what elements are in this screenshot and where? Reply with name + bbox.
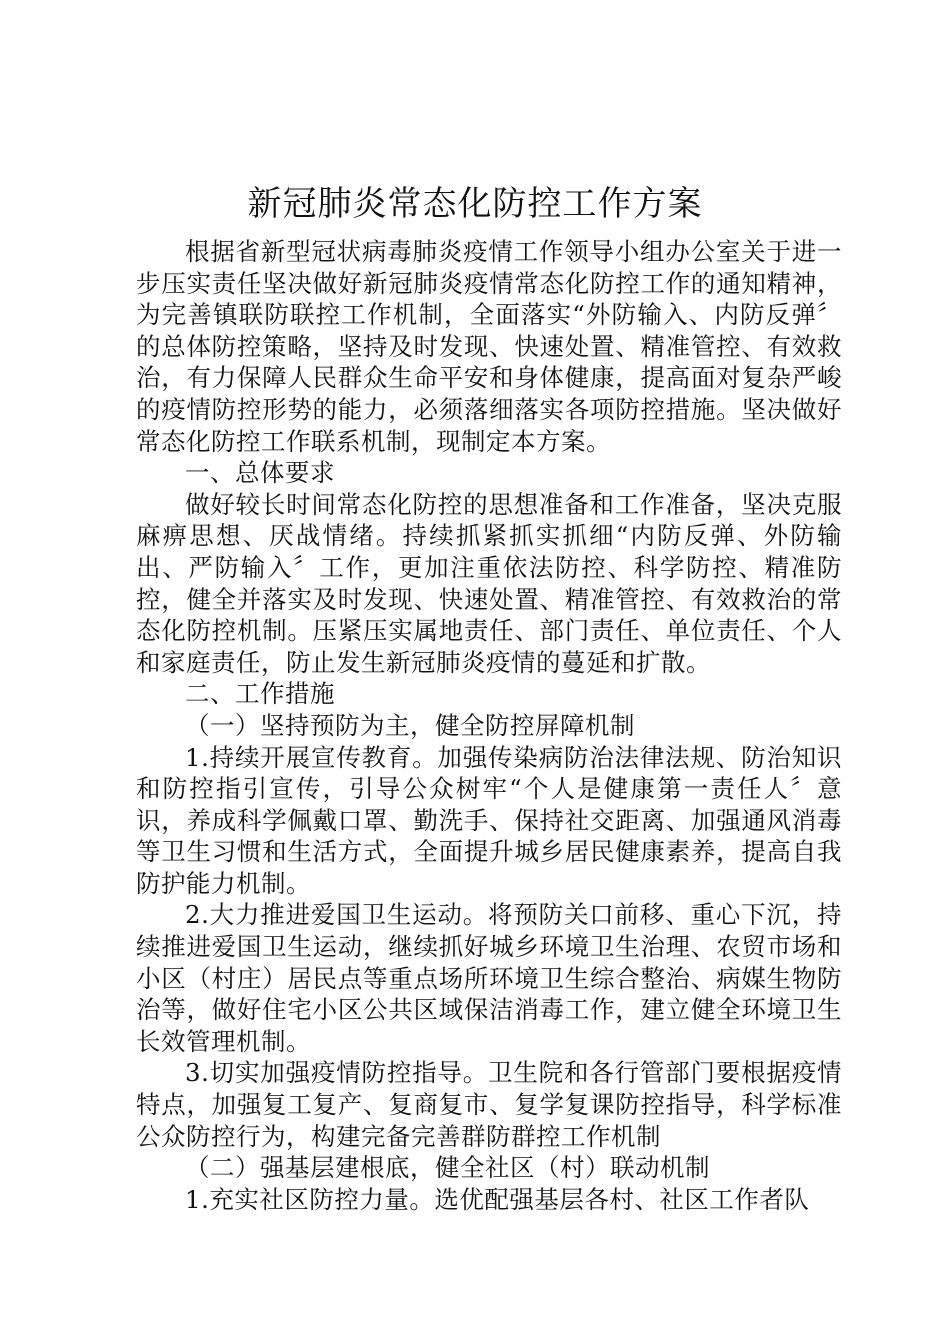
intro-paragraph: 根据省新型冠状病毒肺炎疫情工作领导小组办公室关于进一步压实责任坚决做好新冠肺炎疫情常态化防控工作的通知精神，为完善镇联防联控工作机制，全面落实“外防输入、内防反弹〞的总体防控策略，坚持及时发现、快速处置、精准管控、有效救治，有力保障人民群众生命平安和身体健康，提高面对复杂严峻的疫情防控形势的能力，必须落细落实各项防控措施。坚决做好常态化防控工作联系机制，现制定本方案。 [136, 237, 842, 456]
measure-paragraph-community-strength: 1.充实社区防控力量。选优配强基层各村、社区工作者队 [185, 1184, 810, 1214]
measure-paragraph-guidance: 3.切实加强疫情防控指导。卫生院和各行管部门要根据疫情特点，加强复工复产、复商复市、复学复课防控指导，科学标准公众防控行为，构建完备完善群防群控工作机制 [136, 1058, 842, 1151]
subsection-heading-grassroots: （二）强基层建根底，健全社区（村）联动机制 [185, 1153, 710, 1183]
document-body [136, 236, 842, 1215]
section-heading-general-requirements: 一、总体要求 [185, 458, 335, 488]
general-requirements-paragraph: 做好较长时间常态化防控的思想准备和工作准备，坚决克服麻痹思想、厌战情绪。持续抓紧抓实抓细“内防反弹、外防输出、严防输入〞工作，更加注重依法防控、科学防控、精准防控，健全并落实及时发现、快速处置、精准管控、有效救治的常态化防控机制。压紧压实属地责任、部门责任、单位责任、个人和家庭责任，防止发生新冠肺炎疫情的蔓延和扩散。 [136, 489, 842, 677]
section-heading-work-measures: 二、工作措施 [185, 679, 335, 709]
document-title: 新冠肺炎常态化防控工作方案 [247, 184, 703, 224]
subsection-heading-prevention: （一）坚持预防为主，健全防控屏障机制 [185, 710, 635, 740]
measure-paragraph-publicity: 1.持续开展宣传教育。加强传染病防治法律法规、防治知识和防控指引宣传，引导公众树牢“个人是健康第一责任人〞意识，养成科学佩戴口罩、勤洗手、保持社交距离、加强通风消毒等卫生习惯和生活方式，全面提升城乡居民健康素养，提高自我防护能力机制。 [136, 742, 842, 898]
measure-paragraph-patriotic-health: 2.大力推进爱国卫生运动。将预防关口前移、重心下沉，持续推进爱国卫生运动，继续抓好城乡环境卫生治理、农贸市场和小区（村庄）居民点等重点场所环境卫生综合整治、病媒生物防治等，做好住宅小区公共区域保洁消毒工作，建立健全环境卫生长效管理机制。 [136, 900, 842, 1056]
